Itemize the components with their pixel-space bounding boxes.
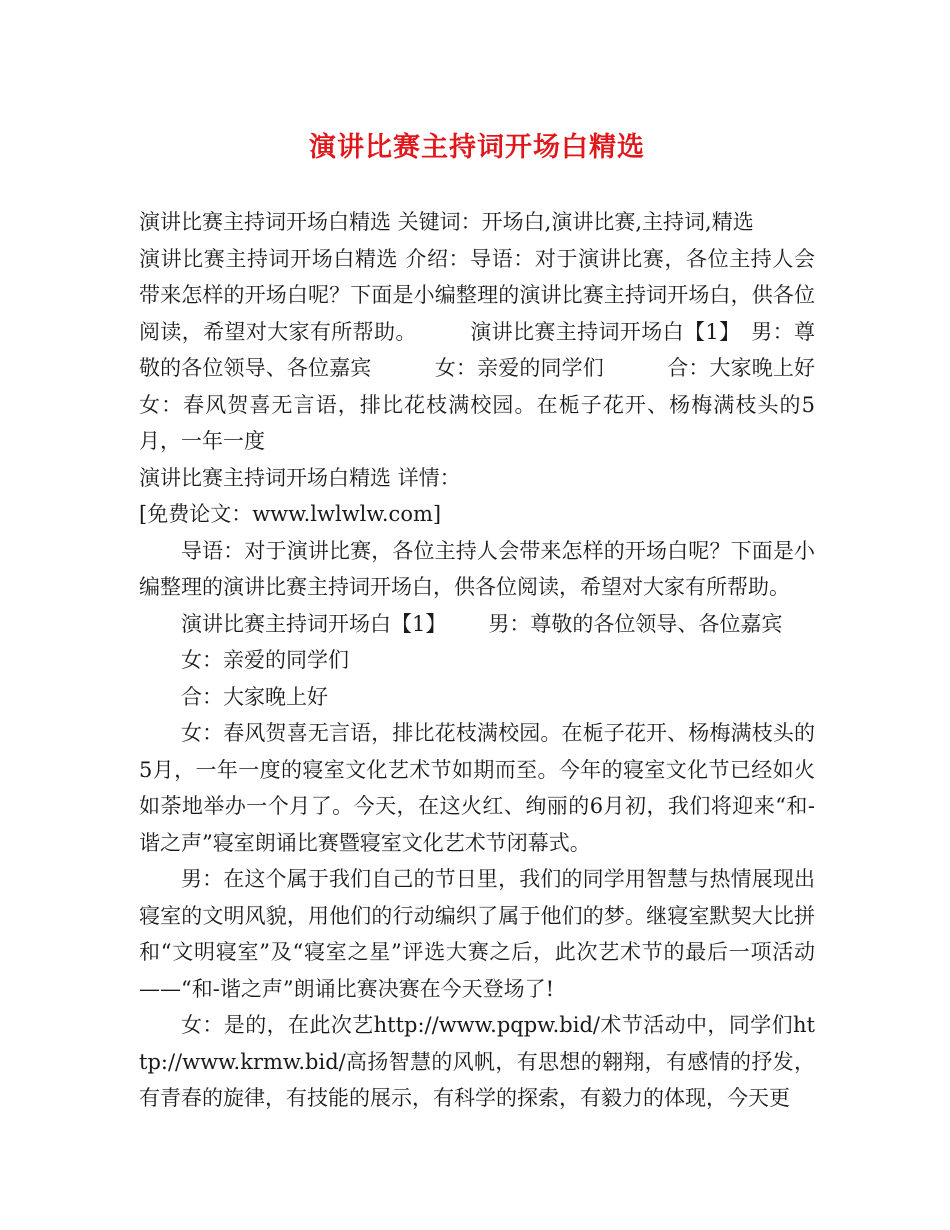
together-line: 合：大家晚上好 — [181, 684, 328, 709]
body-paragraph-female-2: 女：是的，在此次艺http://www.pqpw.bid/术节活动中，同学们http://www.krmw.bid/高扬智慧的风帆，有思想的翱翔，有感情的抒发，有青春的旋律，有技能的展示，有科学的探索，有毅力的体现，今天更 — [139, 1013, 815, 1110]
document-title: 演讲比赛主持词开场白精选 — [309, 132, 645, 163]
body-paragraph-intro: 导语：对于演讲比赛，各位主持人会带来怎样的开场白呢？下面是小编整理的演讲比赛主持词开场白，供各位阅读，希望对大家有所帮助。 — [139, 538, 815, 599]
intro-paragraph: 演讲比赛主持词开场白精选 介绍：导语：对于演讲比赛，各位主持人会带来怎样的开场白呢？下面是小编整理的演讲比赛主持词开场白，供各位阅读，希望对大家有所帮助。 演讲比赛主持词开场白【1】 男：尊敬的各位领导、各位嘉宾 女：亲爱的同学们 合：大家晚上好 女：春风贺喜无言语，排比花枝满校园。在栀子花开、杨梅满枝头的5月，一年一度 — [139, 246, 878, 453]
female-host-line: 女：亲爱的同学们 — [181, 648, 349, 672]
source-link: [免费论文：www.lwlwlw.com] — [139, 502, 442, 526]
section-heading: 演讲比赛主持词开场白【1】 — [181, 611, 447, 636]
document-page — [139, 128, 878, 1117]
body-paragraph-female-1: 女：春风贺喜无言语，排比花枝满校园。在栀子花开、杨梅满枝头的5月，一年一度的寝室文化艺术节如期而至。今年的寝室文化节已经如火如荼地举办一个月了。今天，在这火红、绚丽的6月初，我们将迎来“和-谐之声”寝室朗诵比赛暨寝室文化艺术节闭幕式。 — [139, 721, 815, 855]
keywords-line: 演讲比赛主持词开场白精选 关键词：开场白,演讲比赛,主持词,精选 — [139, 210, 754, 234]
body-paragraph-male-1: 男：在这个属于我们自己的节日里，我们的同学用智慧与热情展现出寝室的文明风貌，用他们的行动编织了属于他们的梦。继寝室默契大比拼和“文明寝室”及“寝室之星”评选大赛之后，此次艺术节的最后一项活动——“和-谐之声”朗诵比赛决赛在今天登场了! — [139, 867, 815, 1001]
details-label: 演讲比赛主持词开场白精选 详情： — [139, 465, 461, 490]
male-host-line: 男：尊敬的各位领导、各位嘉宾 — [488, 611, 783, 636]
body-paragraph-heading — [139, 606, 815, 643]
